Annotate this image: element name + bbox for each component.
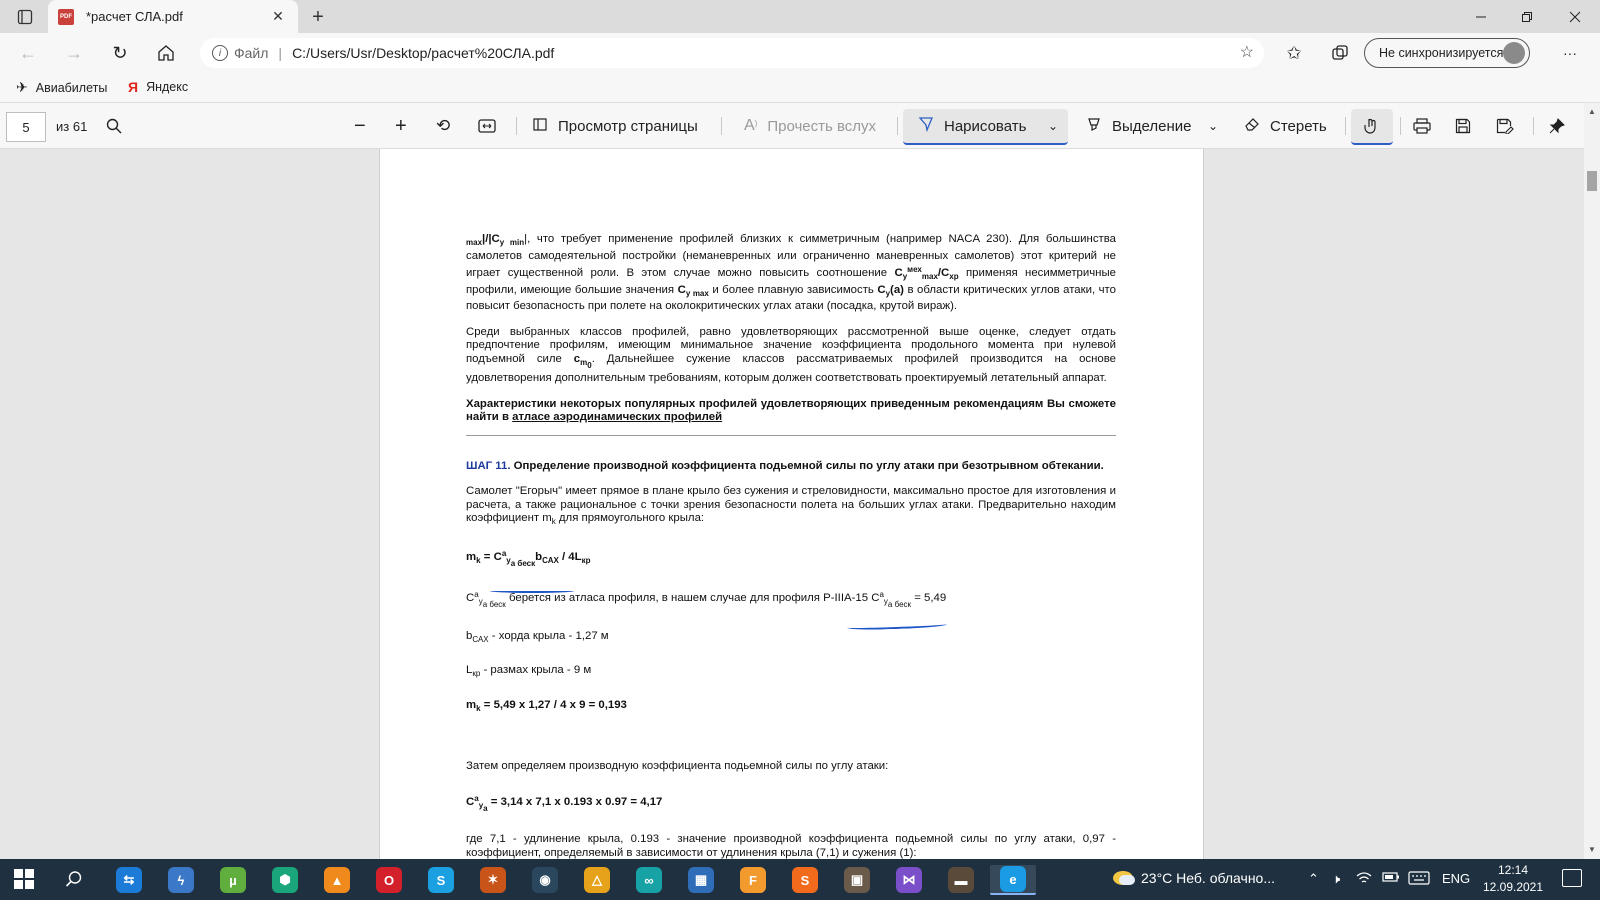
line-cya-source: $C^a_{y_{a беск}}$ берется из атласа профиля, в нашем случае для профиля P-IIIA-15 $C^a_{y_{a беск}} = 5,49$ [466,590,947,609]
toolbar-divider [516,117,517,135]
pdf-page [379,149,1204,859]
new-tab-button[interactable]: + [312,5,324,28]
read-aloud-label: Прочесть вслух [767,117,877,135]
tab-close-icon[interactable]: ✕ [272,8,284,24]
touch-write-icon[interactable] [1363,111,1379,141]
read-aloud-button[interactable] [744,111,876,141]
taskbar-search-icon[interactable] [62,867,86,891]
pdf-file-icon: PDF [58,9,74,25]
flstudio-icon-glyph: F [740,867,766,893]
minimize-icon[interactable] [1458,0,1504,33]
partly-cloudy-icon [1113,871,1133,885]
find-icon[interactable] [106,111,122,141]
photo-app-icon[interactable] [842,865,872,895]
page-total: из 61 [56,119,88,134]
yandex-icon: Я [128,79,139,95]
page-view-label: Просмотр страницы [558,117,698,135]
photo-app-icon-glyph: ▣ [844,867,870,893]
scroll-down-icon[interactable]: ▼ [1588,845,1596,854]
highlight-options-chevron-down-icon[interactable]: ⌄ [1208,119,1219,133]
scroll-up-icon[interactable]: ▲ [1588,107,1596,116]
step-label: ШАГ 11. [466,459,511,472]
aimp-icon-glyph: △ [584,867,610,893]
weather-label: 23°C Неб. облачно... [1141,870,1276,886]
page-view-icon [532,116,548,137]
lightning-icon[interactable] [166,865,196,895]
fit-page-icon[interactable] [478,111,496,141]
weather-widget[interactable] [1113,870,1275,886]
print-icon[interactable] [1413,111,1431,141]
pen-icon [918,116,934,137]
tab-strip [0,0,1600,33]
toolbar-divider [1345,117,1346,135]
game-icon[interactable] [478,865,508,895]
wifi-icon[interactable] [1356,871,1372,888]
refresh-icon[interactable]: ↻ [112,42,128,63]
address-bar[interactable] [200,38,1264,68]
paragraph-derivative-intro: Затем определяем производную коэффициента подьемной силы по углу атаки: [466,760,889,772]
paragraph-where: где 7,1 - удлинение крыла, 0.193 - значение производной коэффициента подьемной силы по углу атаки, 0,97 - коэффициент, определяемый в зависимости от удлинения крыла (7,1) и сужения (1): [466,833,1116,859]
highlight-label: Выделение [1112,117,1192,135]
input-language[interactable]: ENG [1442,871,1471,886]
opera-icon[interactable] [374,865,404,895]
toolbar-divider [897,117,898,135]
favorite-item-yandex[interactable] [128,79,188,95]
sublime-icon[interactable] [790,865,820,895]
network-app-icon-glyph: ▦ [688,867,714,893]
sublime-icon-glyph: S [792,867,818,893]
utorrent-icon-glyph: µ [220,867,246,893]
arduino-icon-glyph: ∞ [636,867,662,893]
visual-studio-icon[interactable] [894,865,924,895]
erase-label: Стереть [1270,117,1327,135]
highlight-button[interactable] [1086,111,1191,141]
forward-icon[interactable]: → [65,42,83,63]
zoom-out-icon[interactable]: − [354,114,366,137]
navigation-bar [0,33,1600,73]
favorites-bar [0,73,1600,103]
address-scheme-label: Файл [234,45,269,61]
zoom-in-icon[interactable]: + [395,114,407,137]
atlas-link[interactable]: атласе аэродинамических профилей [512,411,723,423]
page-content [466,233,1116,859]
erase-button[interactable] [1244,111,1327,141]
collections-icon[interactable] [1326,39,1354,67]
step-title: Определение производной коэффициента подьемной силы по углу атаки при безотрывном обтекании. [510,459,1104,472]
read-aloud-icon: A) [744,117,758,134]
steam-icon[interactable] [530,865,560,895]
volume-icon[interactable]: 🕨 [1332,871,1341,886]
formula-mk-result: $m_k = 5,49$ х 1,27 / 4 х 9 = 0,193 [466,698,627,713]
toolbar-divider [1400,117,1401,135]
page-number-input[interactable]: 5 [6,112,46,142]
more-menu-icon[interactable]: ··· [1563,45,1577,61]
favorite-item-aviabilety[interactable] [16,79,107,96]
pin-toolbar-icon[interactable] [1549,111,1565,141]
favorites-icon[interactable]: ✩ [1286,42,1302,63]
formula-mk: $m_k = C^a_{y_{a беск}}b_{САХ} / 4L_{кр}$ [466,548,591,568]
add-favorite-icon[interactable]: ☆ [1239,44,1254,61]
formula-cya: $C^a_{y_a} = 3,14$ х 7,1 х 0.193 х 0.97 = 4,17 [466,793,663,813]
draw-button[interactable] [918,111,1026,141]
hex-app-icon[interactable] [270,865,300,895]
highlighter-icon [1086,116,1102,137]
skype-icon[interactable] [426,865,456,895]
address-url[interactable]: C:/Users/Usr/Desktop/расчет%20СЛА.pdf [292,45,555,61]
network-app-icon[interactable] [686,865,716,895]
notification-center-icon[interactable] [1562,869,1582,887]
draw-label: Нарисовать [944,117,1027,135]
save-icon[interactable] [1455,111,1471,141]
keyboard-icon[interactable] [1408,871,1430,888]
utorrent-icon[interactable] [218,865,248,895]
teamviewer-icon[interactable] [114,865,144,895]
back-icon[interactable]: ← [19,42,37,63]
game-icon-glyph: ✶ [480,867,506,893]
battery-icon[interactable] [1382,871,1400,886]
visual-studio-icon-glyph: ⋈ [896,867,922,893]
eraser-icon [1244,116,1260,137]
windows-taskbar [0,859,1600,900]
favorite-label: Авиабилеты [35,80,108,95]
teamviewer-icon-glyph: ⇆ [116,867,142,893]
steam-icon-glyph: ◉ [532,867,558,893]
home-icon[interactable] [152,39,180,67]
plane-icon: ✈ [16,79,28,95]
aimp-icon[interactable] [582,865,612,895]
windows-start-icon[interactable] [14,869,34,889]
page-view-button[interactable] [532,111,698,141]
arduino-icon[interactable] [634,865,664,895]
paragraph-profile-classes: Среди выбранных классов профилей, равно удовлетворяющих рассмотренной выше оценке, следует отдать предпочтение профилям, имеющим минимальное значение коэффициента продольного момента при нулевой подъемной силе $c_{m_0}$. Дальнейшее сужение классов рассматриваемых профилей производится на основе удовлетворения дополнительным требованиям, которым должен соответствовать проектируемый летательный аппарат. [466,325,1116,384]
pdf-viewport [0,149,1584,859]
favorite-label: Яндекс [146,80,189,94]
pdf-toolbar [0,103,1600,149]
hex-app-icon-glyph: ⬢ [272,867,298,893]
toolbar-divider [1533,117,1534,135]
restore-icon[interactable] [1504,0,1550,33]
toolbar-divider [721,117,722,135]
browser-tab[interactable] [48,0,298,33]
edge-icon[interactable] [990,865,1036,895]
address-separator: | [278,45,283,61]
paragraph-profiles-symmetric: $_{max}|/|C_{y min}|$, что требует применение профилей близких к симметричным (например NACA 230). Для большинства самолетов самодеятельной постройки (неманевренных или ограниченно маневренных самолетов) этот критерий не играет существенной роли. В этом случае можно повысить соотношение $C_y^{мех}_{max}/C_{хр}$ применяя несимметричные профили, имеющие большие значения $C_{y max}$ и более плавную зависимость $C_y(a)$ в области критических углов атаки, что повысит безопасность при полете на околокритических углах атаки (посадка, крутой вираж). [466,233,1116,312]
clock-time: 12:14 [1497,863,1529,877]
vlc-icon-glyph: ▲ [324,867,350,893]
save-as-icon[interactable] [1496,111,1514,141]
tank-game-icon-glyph: ▬ [948,867,974,893]
vertical-scrollbar[interactable] [1584,103,1600,859]
paragraph-atlas-reference: Характеристики некоторых популярных профилей удовлетворяющих приведенным рекомендациям Вы сможете найти в атласе аэродинамических профилей [466,397,1116,423]
site-info-icon[interactable]: i [212,45,228,61]
scrollbar-thumb[interactable] [1587,171,1597,191]
skype-icon-glyph: S [428,867,454,893]
taskbar-clock[interactable] [1478,862,1548,896]
opera-icon-glyph: O [376,867,402,893]
tab-actions-icon[interactable] [8,5,42,29]
clock-date: 12.09.2021 [1482,880,1544,894]
tank-game-icon[interactable] [946,865,976,895]
window-close-icon[interactable] [1552,0,1598,33]
sync-profile-button[interactable] [1364,38,1530,68]
edge-icon-glyph: e [1000,866,1026,892]
avatar [1503,42,1525,64]
sync-status-label: Не синхронизируется [1379,46,1504,60]
ink-underline-annotation[interactable] [490,589,574,593]
paragraph-aircraft-wing: Самолет "Егорыч" имеет прямое в плане крыло без сужения и стреловидности, максимально простое для изготовления и расчета, а также рациональное с точки зрения безопасности полета на больших углах атаки. Предварительно находим коэффициент $m_k$ для прямоугольного крыла: [466,485,1116,526]
vlc-icon[interactable] [322,865,352,895]
rotate-icon[interactable]: ⟲ [436,116,451,135]
draw-options-chevron-down-icon[interactable]: ⌄ [1048,119,1059,133]
section-divider [466,435,1116,436]
lightning-icon-glyph: ϟ [168,867,194,893]
tray-chevron-up-icon[interactable]: ⌃ [1308,871,1319,886]
flstudio-icon[interactable] [738,865,768,895]
tab-title: *расчет СЛА.pdf [86,9,183,24]
line-chord: $b_{САХ}$ - хорда крыла - 1,27 м [466,629,609,644]
line-span: $L_{кр}$ - размах крыла - 9 м [466,664,592,678]
step-heading [466,460,1116,474]
